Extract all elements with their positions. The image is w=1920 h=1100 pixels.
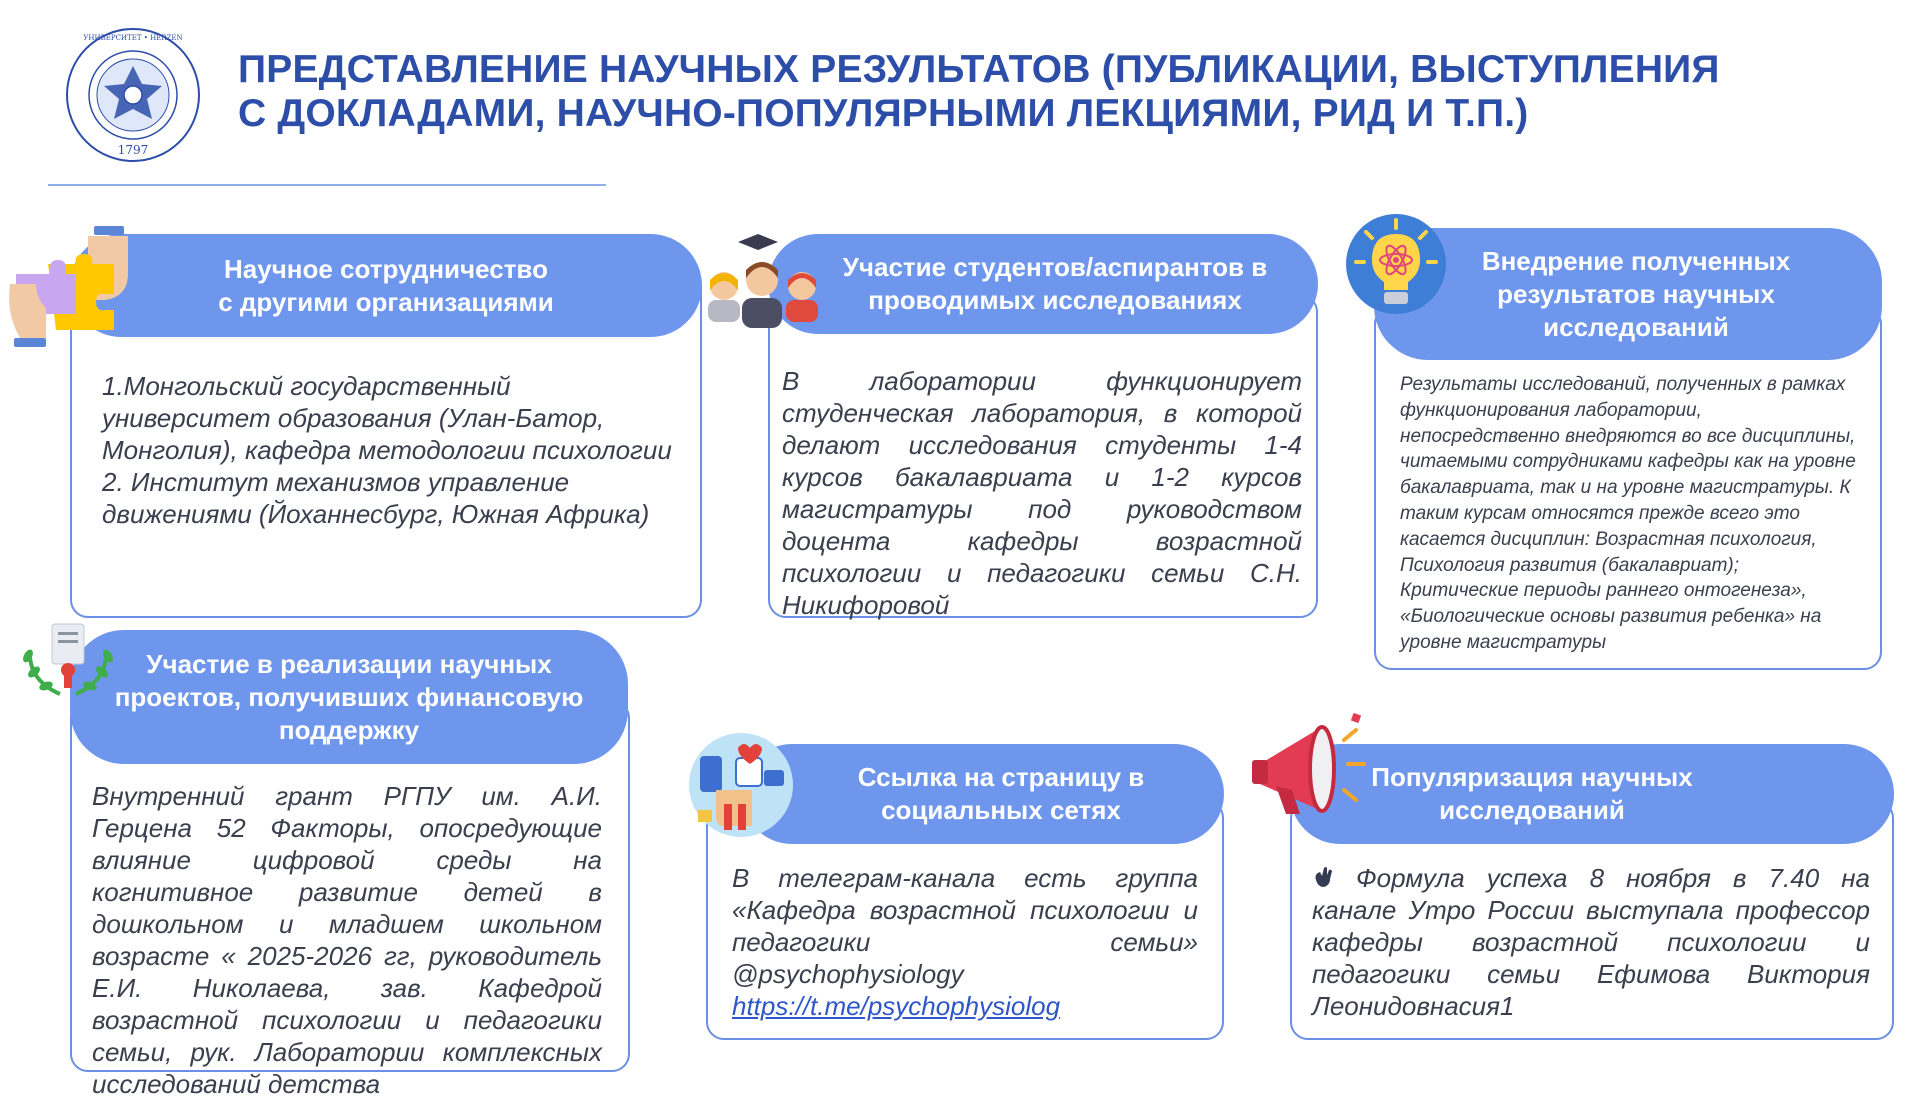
card-social-title: Ссылка на страницу в социальных сетях (742, 744, 1224, 844)
card-cooperation-title: Научное сотрудничество с другими организациями (70, 234, 702, 337)
card-projects-text-clip (92, 780, 602, 1099)
award-laurel-icon (20, 620, 116, 705)
card-popularization-body (1312, 862, 1870, 1022)
card-projects-text: Внутренний грант РГПУ им. А.И. Герцена 52 Факторы, опосредующие влияние цифровой среды на когнитивное развитие детей в дошкольном и младшем школьном возрасте « 2025-2026 гг, руководитель Е.И. Николаева, зав. Кафедрой возрастной психологии и педагогики семьи, рук. Лаборатории комплексных исследований детства (92, 781, 602, 1099)
card-cooperation-text: 1.Монгольский государственный университет образования (Улан-Батор, Монголия), кафедра методологии психологии 2. Институт механизмов управление движениями (Йоханнесбург, Южная Африка) (102, 371, 672, 529)
card-implementation-title: Внедрение полученных результатов научных исследований (1374, 228, 1882, 360)
page-title: ПРЕДСТАВЛЕНИЕ НАУЧНЫХ РЕЗУЛЬТАТОВ (ПУБЛИКАЦИИ, ВЫСТУПЛЕНИЯ С ДОКЛАДАМИ, НАУЧНО-ПОПУЛЯРНЫМИ ЛЕКЦИЯМИ, РИД И Т.П.) (238, 48, 1720, 135)
telegram-link[interactable]: https://t.me/psychophysiolog (732, 991, 1061, 1021)
social-media-icon (686, 730, 796, 845)
megaphone-icon (1246, 712, 1376, 827)
svg-text:УНИВЕРСИТЕТ • HERZEN: УНИВЕРСИТЕТ • HERZEN (83, 34, 183, 42)
card-social-text: В телеграм-канала есть группа «Кафедра возрастной психологии и педагогики семьи» @psychophysiology (732, 863, 1198, 989)
card-students-text: В лаборатории функционирует студенческая лаборатория, в которой делают исследования студенты 1-4 курсов бакалавриата и 1-2 курсов магистратуры под руководством доцента кафедры возрастной психологии и педагогики семьи С.Н. Никифоровой (782, 366, 1302, 620)
university-logo (62, 24, 204, 166)
title-divider (48, 184, 606, 186)
card-popularization-text: Формула успеха 8 ноября в 7.40 на канале Утро России выступала профессор кафедры возрастной психологии и педагогики семьи Ефимова Виктория Леонидовнасия1 (1312, 863, 1870, 1021)
card-social-body (732, 862, 1198, 1022)
card-popularization-title: Популяризация научных исследований (1290, 744, 1894, 844)
card-implementation-text: Результаты исследований, полученных в рамках функционирования лаборатории, непосредственно внедряются во все дисциплины, читаемыми сотрудниками кафедры как на уровне бакалавриата, так и на уровне магистратуры. К таким курсам относятся прежде всего это касается дисциплин: Возрастная психология, Психология развития (бакалавриат); Критические периоды раннего онтогенеза», «Биологические основы развития ребенка» на уровне магистратуры (1400, 374, 1856, 653)
students-group-icon (706, 232, 822, 337)
hand-bullet-icon (1312, 862, 1356, 894)
logo-year: 1797 (117, 143, 149, 157)
card-projects-title: Участие в реализации научных проектов, получивших финансовую поддержку (70, 630, 628, 764)
puzzle-hands-icon (8, 224, 138, 359)
card-students-title: Участие студентов/аспирантов в проводимых исследованиях (768, 234, 1318, 334)
lightbulb-atom-icon (1344, 212, 1448, 321)
